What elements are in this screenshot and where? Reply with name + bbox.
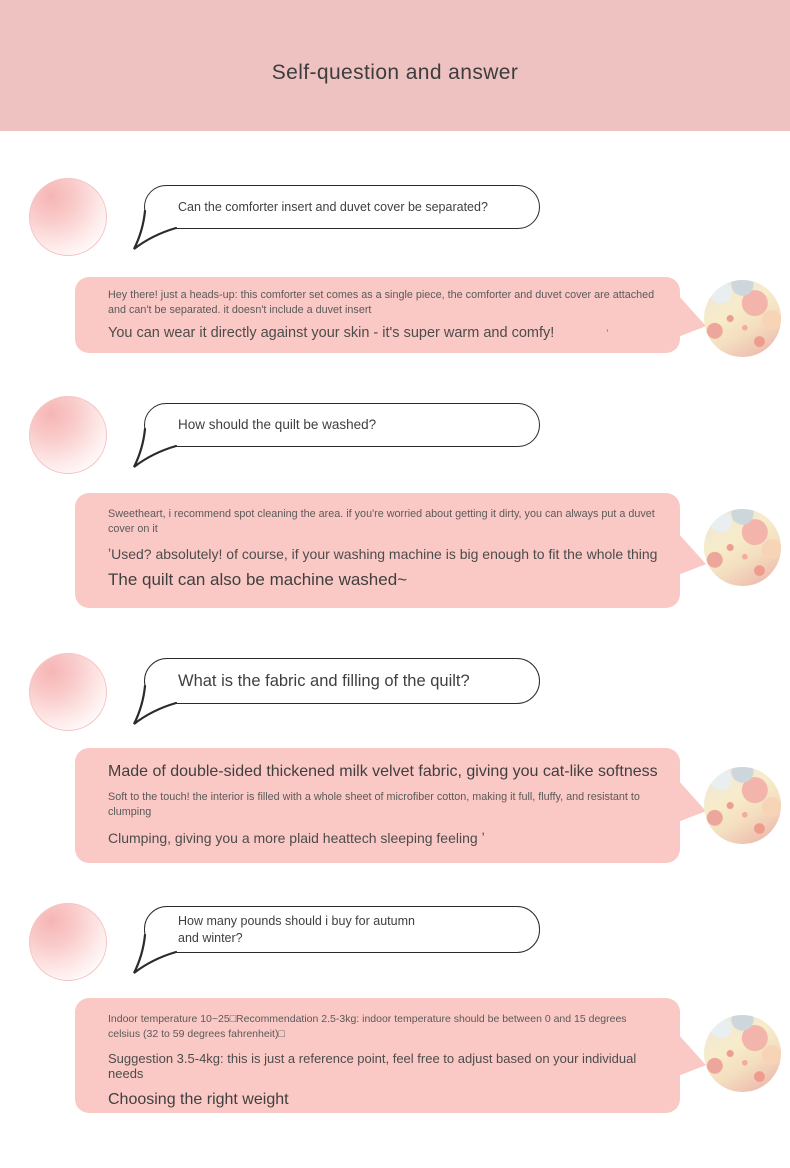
- speech-tail-icon: [132, 203, 180, 251]
- question-bubble: [144, 185, 540, 229]
- question-bubble: [144, 403, 540, 447]
- question-avatar: [29, 178, 107, 256]
- stray-mark: ʼ: [606, 329, 609, 341]
- speech-tail-icon: [132, 678, 180, 726]
- answer-text-medium: You can wear it directly against your skin - it's super warm and comfy! ʼ: [108, 325, 609, 342]
- speech-tail-icon: [132, 927, 180, 975]
- answer-tail-icon: [678, 533, 706, 575]
- answer-text-small: Indoor temperature 10~25□Recommendation 2.5-3kg: indoor temperature should be between 0 and 15 degrees celsius (32 to 59 degrees fahrenheit)□: [108, 1013, 627, 1040]
- answer-text-small: Hey there! just a heads-up: this comforter set comes as a single piece, the comforter and duvet cover are attached and can't be separated. it doesn't include a duvet insert: [108, 289, 655, 317]
- answer-box: [75, 998, 680, 1113]
- product-photo: [704, 509, 781, 586]
- answer-text-large: Choosing the right weight: [108, 1091, 289, 1109]
- answer-text-medium: Clumping, giving you a more plaid heattech sleeping feeling ʼ: [108, 830, 485, 847]
- answer-text-small: Soft to the touch! the interior is filled with a whole sheet of microfiber cotton, making it full, fluffy, and resistant to clumping: [108, 791, 640, 819]
- product-photo: [704, 767, 781, 844]
- answer-tail-icon: [678, 295, 706, 337]
- product-photo: [704, 1015, 781, 1092]
- question-text: How should the quilt be washed?: [178, 416, 377, 432]
- answer-text-large: The quilt can also be machine washed~: [108, 570, 408, 590]
- answer-text-large: Made of double-sided thickened milk velvet fabric, giving you cat-like softness: [108, 763, 658, 780]
- question-avatar: [29, 903, 107, 981]
- page-title: Self-question and answer: [271, 61, 519, 84]
- answer-box: [75, 493, 680, 608]
- question-text: What is the fabric and filling of the quilt?: [178, 671, 470, 690]
- answer-box: [75, 748, 680, 863]
- question-bubble: [144, 906, 540, 953]
- answer-text-medium: ʼUsed? absolutely! of course, if your washing machine is big enough to fit the whole thing: [108, 546, 658, 563]
- question-avatar: [29, 396, 107, 474]
- speech-tail-icon: [132, 421, 180, 469]
- product-photo: [704, 280, 781, 357]
- question-avatar: [29, 653, 107, 731]
- answer-tail-icon: [678, 1034, 706, 1076]
- answer-text-small: Sweetheart, i recommend spot cleaning the area. if you're worried about getting it dirty, you can always put a duvet cover on it: [108, 508, 655, 536]
- answer-text-medium: Suggestion 3.5-4kg: this is just a reference point, feel free to adjust based on your individual needs: [108, 1051, 637, 1082]
- question-text: How many pounds should i buy for autumn and winter?: [178, 913, 415, 945]
- question-bubble: [144, 658, 540, 704]
- header-banner: [0, 0, 790, 131]
- answer-tail-icon: [678, 780, 706, 822]
- answer-box: [75, 277, 680, 353]
- question-text: Can the comforter insert and duvet cover be separated?: [178, 199, 488, 214]
